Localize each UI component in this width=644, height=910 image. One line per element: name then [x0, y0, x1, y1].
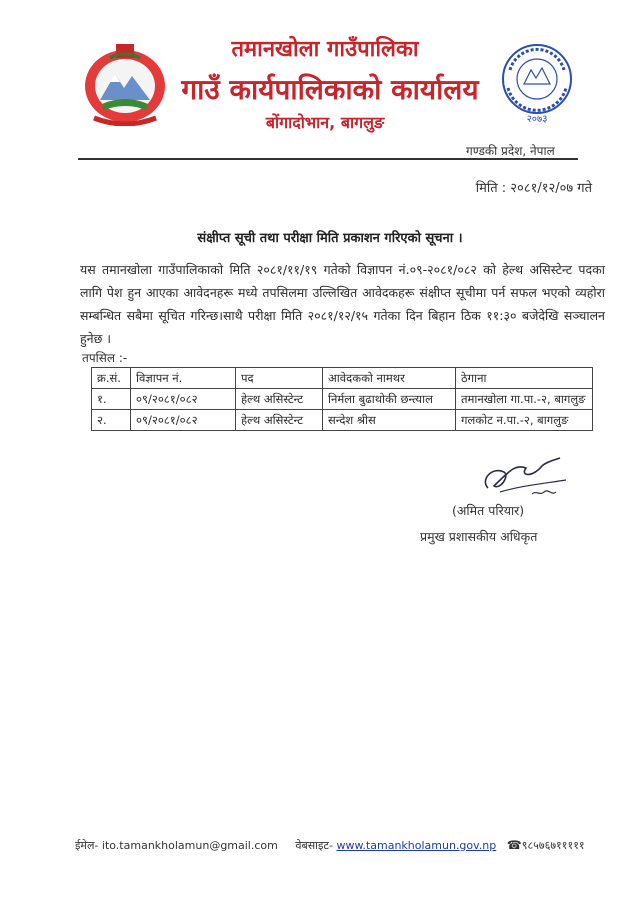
cell-serial: २.: [92, 410, 131, 431]
table-row: [92, 410, 593, 431]
signature-icon: [470, 450, 574, 506]
cell-ad-number: ०९/२०८१/०८२: [131, 410, 236, 431]
cell-address: तमानखोला गा.पा.-२, बागलुङ: [456, 389, 593, 410]
cell-post: हेल्थ असिस्टेन्ट: [236, 389, 323, 410]
table-header-row: [92, 368, 593, 389]
col-post: पद: [236, 368, 323, 389]
website-label: वेबसाइट-: [295, 839, 333, 852]
nepal-emblem-icon: [80, 38, 170, 126]
website-link[interactable]: www.tamankholamun.gov.np: [336, 839, 497, 852]
schedule-label: तपसिल :-: [82, 351, 128, 365]
col-applicant-name: आवेदकको नामथर: [323, 368, 456, 389]
seal-year: २०७३: [526, 114, 548, 125]
office-address: बोंगादोभान, बागलुङ: [265, 113, 385, 132]
col-ad-number: विज्ञापन नं.: [131, 368, 236, 389]
footer-contact: [75, 838, 595, 853]
phone-icon: ☎: [506, 838, 522, 852]
col-address: ठेगाना: [456, 368, 593, 389]
shortlist-table: [91, 367, 593, 431]
municipal-seal-icon: [498, 40, 576, 126]
cell-applicant-name: सन्देश श्रीस: [323, 410, 456, 431]
office-title: गाउँ कार्यपालिकाको कार्यालय: [181, 73, 479, 106]
province-name: गण्डकी प्रदेश, नेपाल: [466, 144, 555, 158]
notice-body: यस तमानखोला गाउँपालिकाको मिति २०८१/११/१९ गतेको विज्ञापन नं.०९-२०८१/०८२ को हेल्थ असिस्टेन्ट पदका लागि पेश हुन आएका आवेदनहरू मध्ये तपसिलमा उल्लिखित आवेदकहरू संक्षीप्त सूचीमा पर्न सफल भएको व्यहोरा सम्बन्धित सबैमा सूचित गरिन्छ।साथै परीक्षा मिति २०८१/१२/१५ गतेका दिन बिहान ठिक ११:३० बजेदेखि सञ्चालन हुनेछ ।: [80, 262, 605, 346]
date-label: मिति :: [475, 181, 507, 196]
municipality-name: तमानखोला गाउँपालिका: [231, 37, 419, 62]
cell-address: गलकोट न.पा.-२, बागलुङ: [456, 410, 593, 431]
col-serial: क्र.सं.: [92, 368, 131, 389]
date-value: २०८१/१२/०७ गते: [510, 181, 592, 196]
notice-subject: संक्षीप्त सूची तथा परीक्षा मिति प्रकाशन गरिएको सूचना ।: [197, 231, 463, 246]
table-row: [92, 389, 593, 410]
email-label: ईमेल-: [75, 839, 99, 852]
signatory-name: (अमित परियार): [452, 503, 525, 518]
cell-serial: १.: [92, 389, 131, 410]
cell-post: हेल्थ असिस्टेन्ट: [236, 410, 323, 431]
cell-applicant-name: निर्मला बुढाथोकी छन्त्याल: [323, 389, 456, 410]
signatory-title: प्रमुख प्रशासकीय अधिकृत: [420, 529, 538, 544]
phone-number: ९८५७६७१११११: [521, 839, 585, 852]
notice-date: [420, 178, 592, 196]
email-address[interactable]: ito.tamankholamun@gmail.com: [101, 839, 278, 852]
cell-ad-number: ०९/२०८१/०८२: [131, 389, 236, 410]
header-divider: [78, 158, 578, 160]
